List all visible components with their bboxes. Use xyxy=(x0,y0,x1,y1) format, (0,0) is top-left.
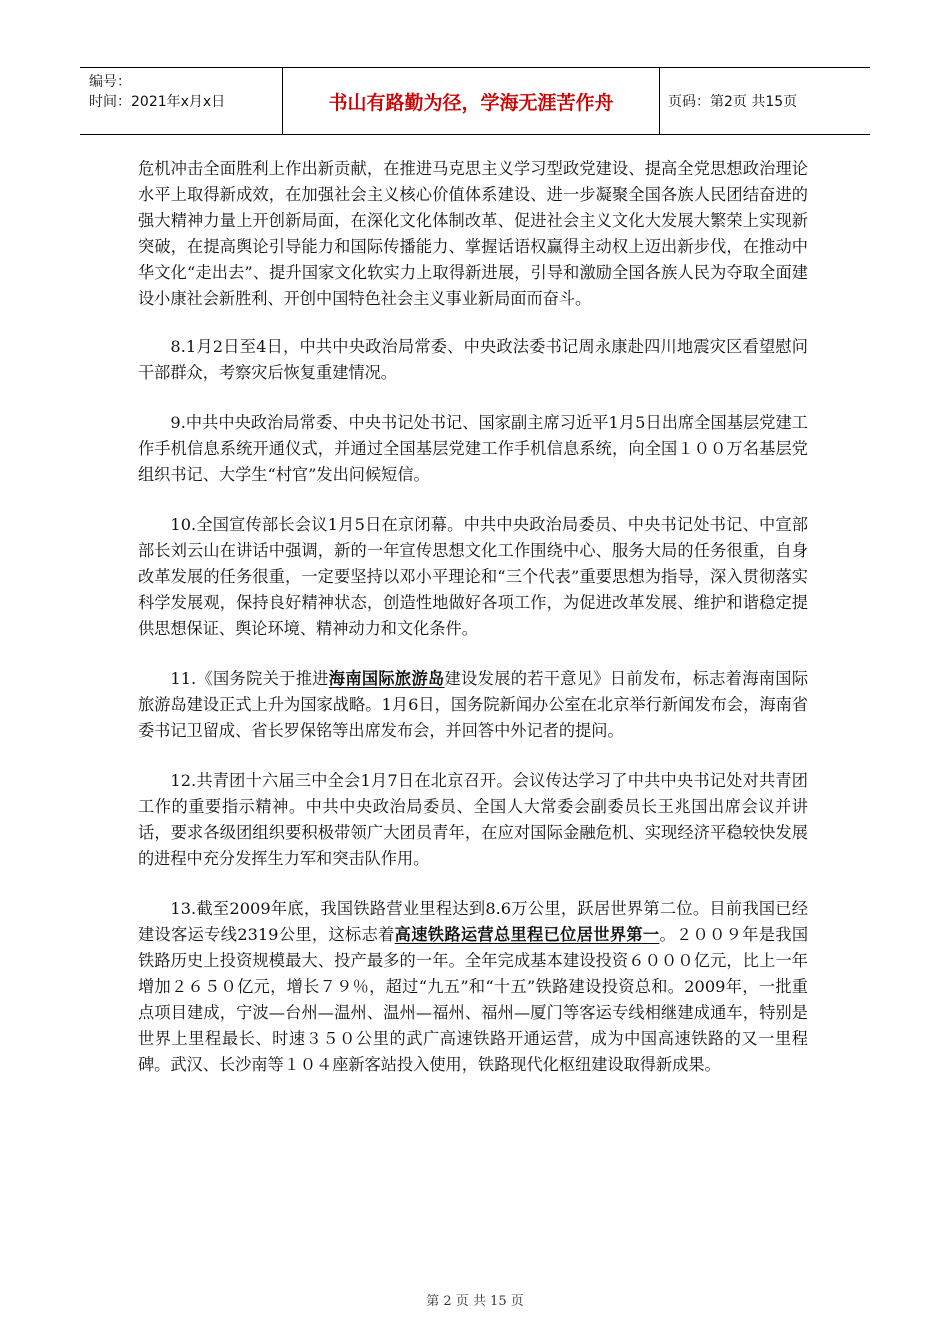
document-body xyxy=(138,156,808,1102)
paragraph-11-emphasis: 海南国际旅游岛 xyxy=(328,669,445,688)
paragraph-item-9: 9.中共中央政治局常委、中央书记处书记、国家副主席习近平1月5日出席全国基层党建工作手机信息系统开通仪式，并通过全国基层党建工作手机信息系统，向全国１００万名基层党组织书记、大学生“村官”发出问候短信。 xyxy=(138,413,808,484)
paragraph-item-8: 8.1月2日至4日，中共中央政治局常委、中央政法委书记周永康赴四川地震灾区看望慰问干部群众，考察灾后恢复重建情况。 xyxy=(138,337,808,382)
motto: 书山有路勤为径，学海无涯苦作舟 xyxy=(328,91,614,114)
paragraph-13-text-a: 13.截至2009年底，我国铁路营业里程达到8.6万公里，跃居世界第二位。目前我国已经建设客运专线2319公里，这标志着 xyxy=(138,899,808,944)
header-meta xyxy=(80,68,283,134)
paragraph-item-11 xyxy=(138,666,808,744)
date-label: 时间：2021年x月x日 xyxy=(89,94,226,110)
paragraph-13-emphasis: 高速铁路运营总里程已位居世界第一 xyxy=(394,925,660,944)
paragraph-item-10: 10.全国宣传部长会议1月5日在京闭幕。中共中央政治局委员、中央书记处书记、中宣部部长刘云山在讲话中强调，新的一年宣传思想文化工作围绕中心、服务大局的任务很重，自身改革发展的任务很重，一定要坚持以邓小平理论和“三个代表”重要思想为指导，深入贯彻落实科学发展观，保持良好精神状态，创造性地做好各项工作，为促进改革发展、维护和谐稳定提供思想保证、舆论环境、精神动力和文化条件。 xyxy=(138,515,808,638)
paragraph-11-text-c: 建设发展的若干意见》日前发布，标志着海南国际旅游岛建设正式上升为国家战略。1月6日，国务院新闻办公室在北京举行新闻发布会，海南省委书记卫留成、省长罗保铭等出席发布会，并回答中外记者的提问。 xyxy=(138,669,809,740)
header-motto-cell xyxy=(283,68,660,134)
header-page-cell xyxy=(660,68,870,134)
paragraph-continued: 危机冲击全面胜利上作出新贡献，在推进马克思主义学习型政党建设、提高全党思想政治理论水平上取得新成效，在加强社会主义核心价值体系建设、进一步凝聚全国各族人民团结奋进的强大精神力量上开创新局面，在深化文化体制改革、促进社会主义文化大发展大繁荣上实现新突破，在提高舆论引导能力和国际传播能力、掌握话语权赢得主动权上迈出新步伐，在推动中华文化“走出去”、提升国家文化软实力上取得新进展，引导和激励全国各族人民为夺取全面建设小康社会新胜利、开创中国特色社会主义事业新局面而奋斗。 xyxy=(138,159,808,308)
page-footer: 第 2 页 共 15 页 xyxy=(426,1294,524,1309)
doc-number-label: 编号： xyxy=(89,74,131,90)
paragraph-13-text-c: 。２００９年是我国铁路历史上投资规模最大、投产最多的一年。全年完成基本建设投资６０００亿元，比上一年增加２６５０亿元，增长７９％，超过“九五”和“十五”铁路建设投资总和。2009年，一批重点项目建成，宁波—台州—温州、温州—福州、福州—厦门等客运专线相继建成通车，特别是世界上里程最长、时速３５０公里的武广高速铁路开通运营，成为中国高速铁路的又一里程碑。武汉、长沙南等１０４座新客站投入使用，铁路现代化枢纽建设取得新成果。 xyxy=(138,925,809,1074)
paragraph-item-12: 12.共青团十六届三中全会1月7日在北京召开。会议传达学习了中共中央书记处对共青团工作的重要指示精神。中共中央政治局委员、全国人大常委会副委员长王兆国出席会议并讲话，要求各级团组织要积极带领广大团员青年，在应对国际金融危机、实现经济平稳较快发展的进程中充分发挥生力军和突击队作用。 xyxy=(138,771,808,868)
page-header xyxy=(80,67,870,135)
paragraph-11-text-a: 11.《国务院关于推进 xyxy=(170,669,329,688)
paragraph-item-13 xyxy=(138,896,808,1078)
page-number-label: 页码：第2页 共15页 xyxy=(668,94,798,110)
